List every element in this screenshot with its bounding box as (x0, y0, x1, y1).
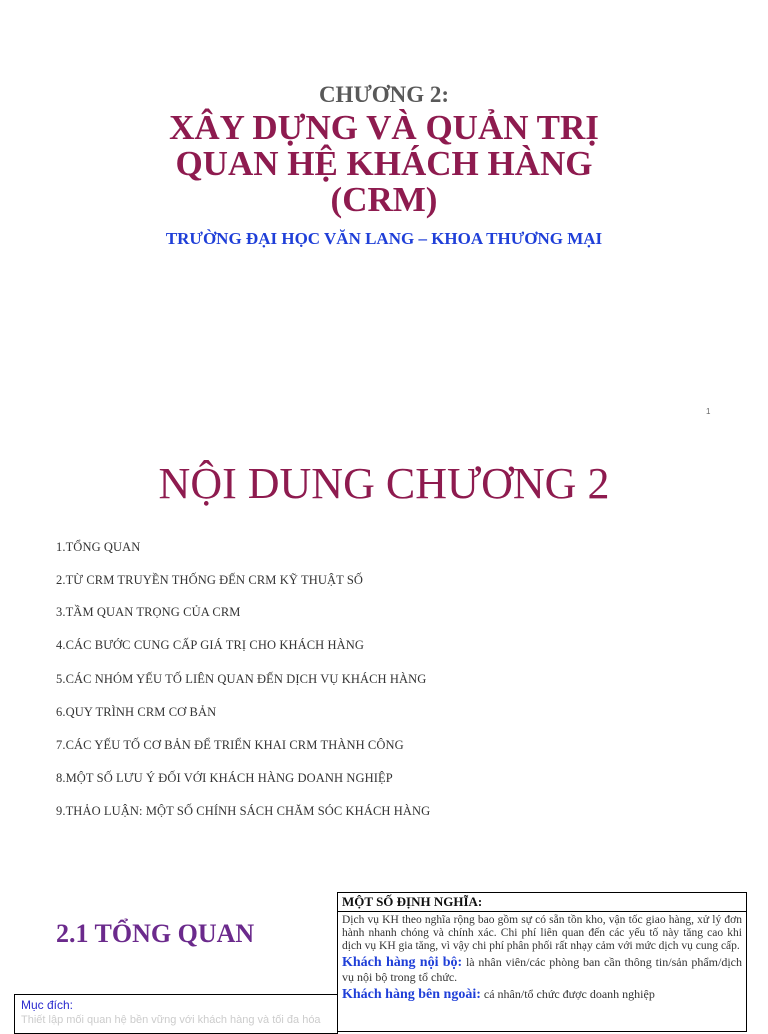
page-number: 1 (706, 407, 711, 416)
chapter-title (0, 110, 768, 218)
toc-item-8[interactable]: 8.MỘT SỐ LƯU Ý ĐỐI VỚI KHÁCH HÀNG DOANH NGHIỆP (56, 771, 393, 785)
definitions-heading: MỘT SỐ ĐỊNH NGHĨA: (342, 894, 483, 909)
toc-item-6[interactable]: 6.QUY TRÌNH CRM CƠ BẢN (56, 705, 217, 719)
external-customer-term: Khách hàng bên ngoài: (342, 987, 481, 1002)
internal-customer-term: Khách hàng nội bộ: (342, 955, 463, 970)
purpose-label: Mục đích: (21, 998, 74, 1012)
toc-item-4[interactable]: 4.CÁC BƯỚC CUNG CẤP GIÁ TRỊ CHO KHÁCH HÀNG (56, 638, 365, 652)
definitions-body (338, 912, 746, 1002)
chapter-title-line-3: (CRM) (330, 180, 438, 219)
definition-customer-service: Dịch vụ KH theo nghĩa rộng bao gồm sự có sẵn tồn kho, vận tốc giao hàng, xử lý đơn hành nhanh chóng và chính xác. Chi phí liên quan đến các yếu tố này tăng cao khi dịch vụ KH gia tăng, vì vậy chi phí phân phối rất nhạy cảm với mức dịch vụ cung cấp. (342, 914, 742, 952)
toc-item-7[interactable]: 7.CÁC YẾU TỐ CƠ BẢN ĐỂ TRIỂN KHAI CRM THÀNH CÔNG (56, 738, 404, 752)
purpose-box (14, 994, 338, 1034)
toc-item-9[interactable]: 9.THẢO LUẬN: MỘT SỐ CHÍNH SÁCH CHĂM SÓC KHÁCH HÀNG (56, 804, 431, 818)
definition-internal-customer (342, 955, 742, 985)
section-title: 2.1 TỔNG QUAN (56, 919, 255, 948)
toc-item-5[interactable]: 5.CÁC NHÓM YẾU TỐ LIÊN QUAN ĐẾN DỊCH VỤ KHÁCH HÀNG (56, 672, 427, 686)
internal-customer-text: là nhân viên/các phòng ban cần thông tin/sản phẩm/dịch vụ nội bộ trong tổ chức. (342, 955, 742, 984)
toc-item-3[interactable]: 3.TẦM QUAN TRỌNG CỦA CRM (56, 605, 241, 619)
contents-title: NỘI DUNG CHƯƠNG 2 (158, 459, 610, 508)
chapter-title-line-2: QUAN HỆ KHÁCH HÀNG (175, 144, 593, 183)
university-subtitle: TRƯỜNG ĐẠI HỌC VĂN LANG – KHOA THƯƠNG MẠI (165, 229, 603, 248)
toc-item-1[interactable]: 1.TỔNG QUAN (56, 540, 141, 554)
chapter-title-line-1: XÂY DỰNG VÀ QUẢN TRỊ (169, 108, 599, 147)
purpose-text: Thiết lập mối quan hệ bền vững với khách hàng và tối đa hóa (21, 1014, 321, 1026)
definition-external-customer (342, 987, 742, 1002)
external-customer-text: cá nhân/tổ chức được doanh nghiệp (480, 987, 655, 1001)
definitions-box (337, 892, 747, 1032)
toc-item-2[interactable]: 2.TỪ CRM TRUYỀN THỐNG ĐẾN CRM KỸ THUẬT SỐ (56, 573, 363, 587)
chapter-label: CHƯƠNG 2: (318, 82, 450, 107)
